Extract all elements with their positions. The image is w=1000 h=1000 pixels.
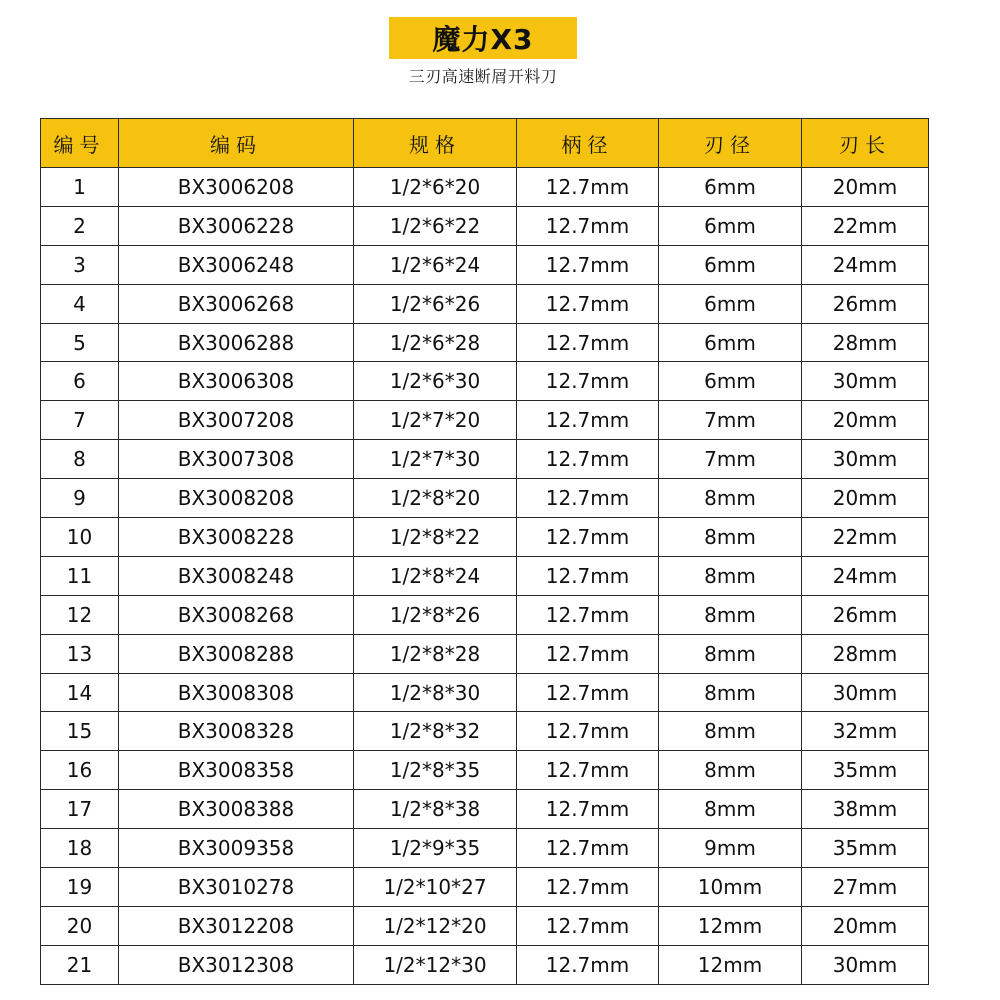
- cell-shank-diameter: 12.7mm: [517, 479, 659, 518]
- cell-blade-diameter: 8mm: [659, 673, 802, 712]
- cell-code: BX3008358: [119, 751, 354, 790]
- table-row: [41, 168, 929, 207]
- cell-spec: 1/2*12*30: [354, 945, 517, 984]
- column-header-spec: 规格: [354, 119, 517, 168]
- page-subtitle: 三刃高速断屑开料刀: [408, 67, 558, 86]
- cell-blade-length: 26mm: [802, 595, 929, 634]
- table-row: [41, 751, 929, 790]
- column-header-blade-diameter: 刃径: [659, 119, 802, 168]
- table-header-row: [41, 119, 929, 168]
- cell-code: BX3008228: [119, 518, 354, 557]
- cell-shank-diameter: 12.7mm: [517, 868, 659, 907]
- cell-spec: 1/2*8*32: [354, 712, 517, 751]
- cell-spec: 1/2*7*30: [354, 440, 517, 479]
- cell-blade-diameter: 8mm: [659, 751, 802, 790]
- cell-code: BX3006228: [119, 206, 354, 245]
- cell-shank-diameter: 12.7mm: [517, 906, 659, 945]
- cell-number: 8: [41, 440, 119, 479]
- cell-spec: 1/2*8*35: [354, 751, 517, 790]
- cell-number: 21: [41, 945, 119, 984]
- cell-blade-length: 22mm: [802, 206, 929, 245]
- cell-number: 17: [41, 790, 119, 829]
- cell-number: 11: [41, 556, 119, 595]
- cell-blade-diameter: 6mm: [659, 323, 802, 362]
- cell-shank-diameter: 12.7mm: [517, 245, 659, 284]
- cell-code: BX3008268: [119, 595, 354, 634]
- cell-shank-diameter: 12.7mm: [517, 829, 659, 868]
- cell-number: 1: [41, 168, 119, 207]
- cell-code: BX3010278: [119, 868, 354, 907]
- cell-spec: 1/2*8*30: [354, 673, 517, 712]
- table-row: [41, 906, 929, 945]
- table-row: [41, 556, 929, 595]
- cell-blade-diameter: 6mm: [659, 168, 802, 207]
- cell-shank-diameter: 12.7mm: [517, 206, 659, 245]
- cell-code: BX3012308: [119, 945, 354, 984]
- cell-spec: 1/2*8*24: [354, 556, 517, 595]
- cell-spec: 1/2*12*20: [354, 906, 517, 945]
- table-row: [41, 323, 929, 362]
- cell-blade-length: 35mm: [802, 751, 929, 790]
- table-row: [41, 479, 929, 518]
- cell-spec: 1/2*9*35: [354, 829, 517, 868]
- page-title: 魔力X3: [432, 23, 534, 56]
- table-row: [41, 284, 929, 323]
- table-row: [41, 401, 929, 440]
- cell-blade-length: 30mm: [802, 673, 929, 712]
- cell-spec: 1/2*6*26: [354, 284, 517, 323]
- cell-blade-diameter: 8mm: [659, 595, 802, 634]
- cell-blade-length: 22mm: [802, 518, 929, 557]
- cell-blade-diameter: 6mm: [659, 362, 802, 401]
- cell-blade-diameter: 6mm: [659, 284, 802, 323]
- cell-spec: 1/2*8*20: [354, 479, 517, 518]
- table-row: [41, 245, 929, 284]
- cell-blade-diameter: 8mm: [659, 479, 802, 518]
- cell-shank-diameter: 12.7mm: [517, 518, 659, 557]
- cell-spec: 1/2*8*22: [354, 518, 517, 557]
- cell-blade-length: 26mm: [802, 284, 929, 323]
- cell-blade-length: 28mm: [802, 323, 929, 362]
- cell-blade-diameter: 6mm: [659, 206, 802, 245]
- cell-code: BX3006248: [119, 245, 354, 284]
- table-row: [41, 595, 929, 634]
- cell-code: BX3008308: [119, 673, 354, 712]
- cell-code: BX3007208: [119, 401, 354, 440]
- cell-shank-diameter: 12.7mm: [517, 790, 659, 829]
- cell-spec: 1/2*6*30: [354, 362, 517, 401]
- cell-code: BX3008208: [119, 479, 354, 518]
- cell-spec: 1/2*8*28: [354, 634, 517, 673]
- table-body: [41, 168, 929, 985]
- cell-number: 2: [41, 206, 119, 245]
- cell-number: 5: [41, 323, 119, 362]
- cell-number: 18: [41, 829, 119, 868]
- cell-blade-diameter: 7mm: [659, 440, 802, 479]
- cell-code: BX3007308: [119, 440, 354, 479]
- cell-blade-diameter: 7mm: [659, 401, 802, 440]
- cell-number: 16: [41, 751, 119, 790]
- cell-number: 4: [41, 284, 119, 323]
- cell-blade-length: 20mm: [802, 401, 929, 440]
- cell-code: BX3008288: [119, 634, 354, 673]
- cell-blade-length: 20mm: [802, 168, 929, 207]
- cell-code: BX3008388: [119, 790, 354, 829]
- cell-blade-length: 32mm: [802, 712, 929, 751]
- table-row: [41, 945, 929, 984]
- cell-shank-diameter: 12.7mm: [517, 634, 659, 673]
- cell-number: 10: [41, 518, 119, 557]
- table-row: [41, 868, 929, 907]
- cell-code: BX3006308: [119, 362, 354, 401]
- cell-blade-length: 30mm: [802, 362, 929, 401]
- cell-blade-diameter: 12mm: [659, 945, 802, 984]
- cell-number: 15: [41, 712, 119, 751]
- cell-spec: 1/2*6*20: [354, 168, 517, 207]
- cell-blade-length: 30mm: [802, 945, 929, 984]
- cell-blade-length: 27mm: [802, 868, 929, 907]
- table-row: [41, 518, 929, 557]
- cell-blade-diameter: 8mm: [659, 790, 802, 829]
- spec-table: [40, 118, 929, 985]
- cell-number: 6: [41, 362, 119, 401]
- cell-code: BX3006208: [119, 168, 354, 207]
- cell-shank-diameter: 12.7mm: [517, 595, 659, 634]
- cell-number: 14: [41, 673, 119, 712]
- cell-code: BX3008248: [119, 556, 354, 595]
- cell-blade-length: 24mm: [802, 245, 929, 284]
- cell-spec: 1/2*7*20: [354, 401, 517, 440]
- table-row: [41, 712, 929, 751]
- cell-blade-diameter: 8mm: [659, 634, 802, 673]
- cell-shank-diameter: 12.7mm: [517, 673, 659, 712]
- cell-shank-diameter: 12.7mm: [517, 323, 659, 362]
- column-header-code: 编码: [119, 119, 354, 168]
- cell-code: BX3006288: [119, 323, 354, 362]
- cell-blade-diameter: 8mm: [659, 556, 802, 595]
- column-header-shank-diameter: 柄径: [517, 119, 659, 168]
- table-row: [41, 673, 929, 712]
- cell-number: 9: [41, 479, 119, 518]
- cell-code: BX3006268: [119, 284, 354, 323]
- cell-shank-diameter: 12.7mm: [517, 556, 659, 595]
- cell-spec: 1/2*8*26: [354, 595, 517, 634]
- cell-number: 13: [41, 634, 119, 673]
- cell-number: 3: [41, 245, 119, 284]
- cell-code: BX3008328: [119, 712, 354, 751]
- table-row: [41, 206, 929, 245]
- column-header-number: 编号: [41, 119, 119, 168]
- table-row: [41, 634, 929, 673]
- cell-number: 19: [41, 868, 119, 907]
- cell-blade-diameter: 9mm: [659, 829, 802, 868]
- cell-blade-length: 38mm: [802, 790, 929, 829]
- cell-spec: 1/2*6*22: [354, 206, 517, 245]
- table-row: [41, 440, 929, 479]
- cell-blade-length: 20mm: [802, 906, 929, 945]
- column-header-blade-length: 刃长: [802, 119, 929, 168]
- cell-shank-diameter: 12.7mm: [517, 284, 659, 323]
- cell-blade-diameter: 6mm: [659, 245, 802, 284]
- cell-number: 7: [41, 401, 119, 440]
- cell-code: BX3009358: [119, 829, 354, 868]
- cell-number: 12: [41, 595, 119, 634]
- cell-code: BX3012208: [119, 906, 354, 945]
- cell-blade-length: 35mm: [802, 829, 929, 868]
- cell-shank-diameter: 12.7mm: [517, 401, 659, 440]
- cell-number: 20: [41, 906, 119, 945]
- cell-blade-diameter: 12mm: [659, 906, 802, 945]
- table-row: [41, 790, 929, 829]
- cell-shank-diameter: 12.7mm: [517, 440, 659, 479]
- cell-spec: 1/2*8*38: [354, 790, 517, 829]
- cell-shank-diameter: 12.7mm: [517, 362, 659, 401]
- cell-blade-diameter: 8mm: [659, 518, 802, 557]
- cell-blade-length: 28mm: [802, 634, 929, 673]
- cell-blade-diameter: 10mm: [659, 868, 802, 907]
- cell-blade-diameter: 8mm: [659, 712, 802, 751]
- title-badge: [389, 17, 577, 59]
- cell-shank-diameter: 12.7mm: [517, 168, 659, 207]
- cell-spec: 1/2*6*28: [354, 323, 517, 362]
- cell-spec: 1/2*6*24: [354, 245, 517, 284]
- cell-shank-diameter: 12.7mm: [517, 712, 659, 751]
- cell-shank-diameter: 12.7mm: [517, 751, 659, 790]
- cell-spec: 1/2*10*27: [354, 868, 517, 907]
- table-row: [41, 829, 929, 868]
- cell-blade-length: 24mm: [802, 556, 929, 595]
- cell-blade-length: 30mm: [802, 440, 929, 479]
- cell-shank-diameter: 12.7mm: [517, 945, 659, 984]
- table-row: [41, 362, 929, 401]
- cell-blade-length: 20mm: [802, 479, 929, 518]
